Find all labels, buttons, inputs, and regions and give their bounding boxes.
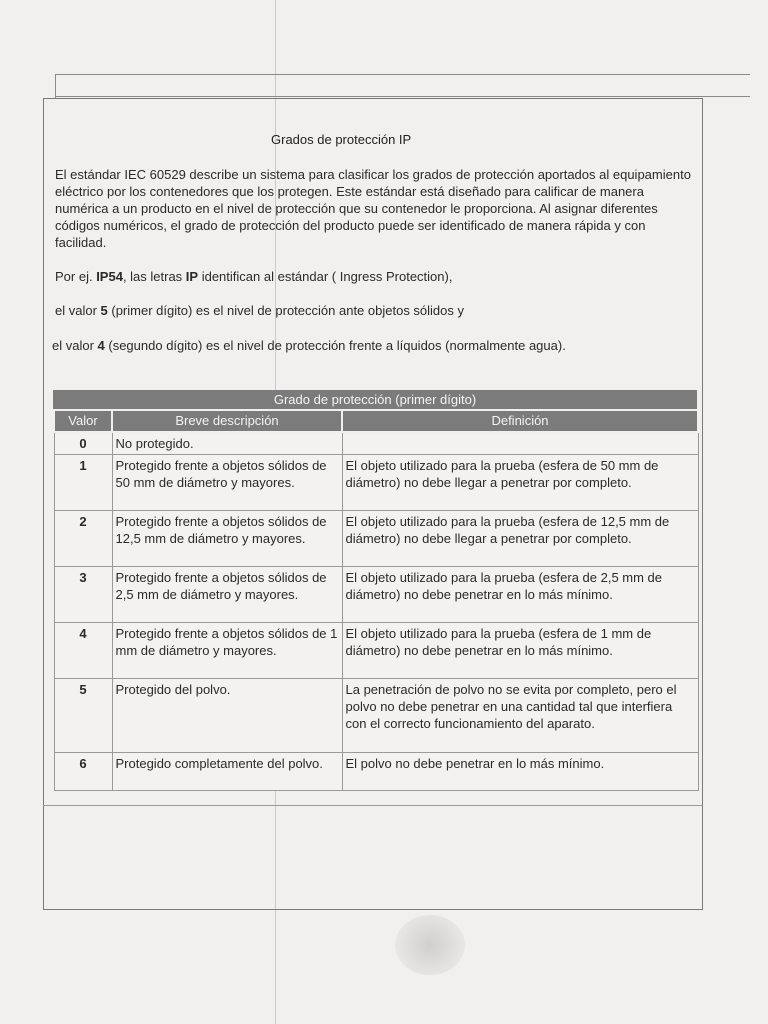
cell-descripcion: Protegido frente a objetos sólidos de 2,5 mm de diámetro y mayores. (112, 567, 342, 623)
header-valor: Valor (54, 410, 112, 432)
cell-descripcion: Protegido del polvo. (112, 679, 342, 753)
top-frame-edge (55, 74, 56, 98)
table-grid (53, 409, 699, 791)
bold-code: IP54 (96, 269, 123, 284)
text-segment: (segundo dígito) es el nivel de protección frente a líquidos (normalmente agua). (104, 338, 566, 353)
intro-paragraph: El estándar IEC 60529 describe un sistema para clasificar los grados de protección aportados al equipamiento eléctrico por los contenedores que los protegen. Este estándar está diseñado para calificar de manera numérica a un producto en el nivel de protección que su contenedor le proporciona. Al asignar diferentes códigos numéricos, el grado de protección del producto puede ser identificado de manera rápida y con facilidad. (55, 167, 691, 250)
cell-valor: 6 (54, 753, 112, 791)
table-title: Grado de protección (primer dígito) (53, 390, 697, 409)
page-title: Grados de protección IP (271, 132, 412, 147)
cell-valor: 2 (54, 511, 112, 567)
cell-descripcion: Protegido frente a objetos sólidos de 50 mm de diámetro y mayores. (112, 455, 342, 511)
section-divider (43, 805, 703, 806)
cell-definicion: El objeto utilizado para la prueba (esfera de 50 mm de diámetro) no debe llegar a penetrar por completo. (342, 455, 698, 511)
text-segment: (primer dígito) es el nivel de protección ante objetos sólidos y (107, 303, 465, 318)
cell-descripcion: Protegido frente a objetos sólidos de 1 mm de diámetro y mayores. (112, 623, 342, 679)
text-segment: , las letras (122, 269, 186, 284)
scan-smudge (395, 915, 465, 975)
header-descripcion: Breve descripción (112, 410, 342, 432)
bold-digit: 4 (97, 338, 105, 353)
bold-digit: 5 (100, 303, 108, 318)
cell-definicion: El objeto utilizado para la prueba (esfera de 1 mm de diámetro) no debe penetrar en lo más mínimo. (342, 623, 698, 679)
first-digit-paragraph (55, 302, 464, 319)
second-digit-paragraph (52, 337, 566, 354)
table-row (54, 623, 698, 679)
cell-definicion: El objeto utilizado para la prueba (esfera de 2,5 mm de diámetro) no debe penetrar en lo más mínimo. (342, 567, 698, 623)
cell-definicion: El objeto utilizado para la prueba (esfera de 12,5 mm de diámetro) no debe llegar a penetrar por completo. (342, 511, 698, 567)
protection-table (53, 390, 697, 791)
table-row (54, 679, 698, 753)
table-row (54, 432, 698, 455)
table-header-row (54, 410, 698, 432)
cell-descripcion: No protegido. (112, 432, 342, 455)
text-segment: el valor (52, 338, 98, 353)
cell-descripcion: Protegido frente a objetos sólidos de 12,5 mm de diámetro y mayores. (112, 511, 342, 567)
bold-code: IP (185, 269, 199, 284)
cell-valor: 3 (54, 567, 112, 623)
example-paragraph (55, 268, 452, 285)
table-row (54, 511, 698, 567)
cell-definicion: La penetración de polvo no se evita por completo, pero el polvo no debe penetrar en una cantidad tal que interfiera con el correcto funcionamiento del aparato. (342, 679, 698, 753)
text-segment: el valor (55, 303, 101, 318)
top-rule (55, 74, 750, 75)
cell-valor: 4 (54, 623, 112, 679)
top-rule-2 (55, 96, 750, 97)
cell-descripcion: Protegido completamente del polvo. (112, 753, 342, 791)
text-segment: identifican al estándar ( Ingress Protection), (198, 269, 453, 284)
cell-valor: 1 (54, 455, 112, 511)
table-row (54, 455, 698, 511)
cell-valor: 0 (54, 432, 112, 455)
cell-valor: 5 (54, 679, 112, 753)
cell-definicion (342, 432, 698, 455)
header-definicion: Definición (342, 410, 698, 432)
table-row (54, 567, 698, 623)
cell-definicion: El polvo no debe penetrar en lo más mínimo. (342, 753, 698, 791)
table-row (54, 753, 698, 791)
text-segment: Por ej. (55, 269, 97, 284)
